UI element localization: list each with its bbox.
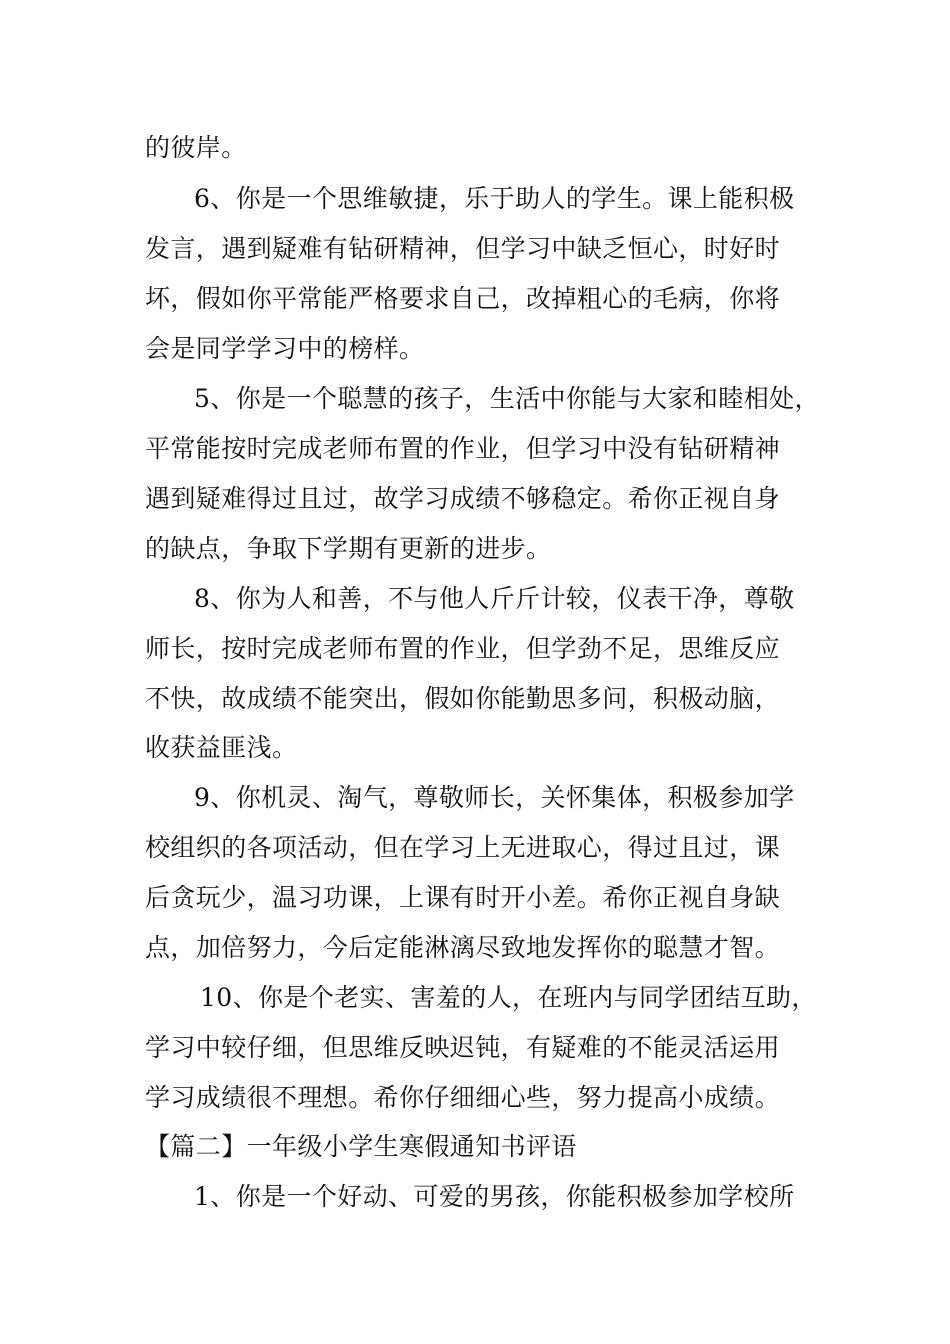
text-line: 不快，故成绩不能突出，假如你能勤思多问，积极动脑，	[145, 684, 781, 713]
comment-6-line: 6、你是一个思维敏捷，乐于助人的学生。课上能积极	[194, 184, 795, 213]
text-line: 师长，按时完成老师布置的作业，但学劲不足，思维反应	[145, 634, 781, 663]
comment-8-line: 8、你为人和善，不与他人斤斤计较，仪表干净，尊敬	[194, 584, 795, 613]
text-line: 的彼岸。	[145, 133, 247, 162]
comment-10-line: 10、你是个老实、害羞的人，在班内与同学团结互助，	[200, 983, 817, 1012]
text-line: 发言，遇到疑难有钻研精神，但学习中缺乏恒心，时好时	[145, 234, 781, 263]
section-heading: 【篇二】一年级小学生寒假通知书评语	[145, 1132, 577, 1161]
text-line: 学习中较仔细，但思维反映迟钝，有疑难的不能灵活运用	[145, 1033, 781, 1062]
text-line: 学习成绩很不理想。希你仔细细心些，努力提高小成绩。	[145, 1083, 781, 1112]
comment-1-line: 1、你是一个好动、可爱的男孩，你能积极参加学校所	[194, 1182, 795, 1211]
comment-9-line: 9、你机灵、淘气，尊敬师长，关怀集体，积极参加学	[194, 783, 795, 812]
text-line: 会是同学学习中的榜样。	[145, 334, 425, 363]
text-line: 坏，假如你平常能严格要求自己，改掉粗心的毛病，你将	[145, 284, 781, 313]
text-line: 后贪玩少，温习功课，上课有时开小差。希你正视自身缺	[145, 883, 781, 912]
text-line: 遇到疑难得过且过，故学习成绩不够稳定。希你正视自身	[145, 484, 781, 513]
text-line: 的缺点，争取下学期有更新的进步。	[145, 534, 552, 563]
comment-5-line: 5、你是一个聪慧的孩子，生活中你能与大家和睦相处，	[194, 384, 820, 413]
text-line: 收获益匪浅。	[145, 733, 298, 762]
text-line: 平常能按时完成老师布置的作业，但学习中没有钻研精神	[145, 434, 781, 463]
text-line: 校组织的各项活动，但在学习上无进取心，得过且过，课	[145, 833, 781, 862]
text-line: 点，加倍努力，今后定能淋漓尽致地发挥你的聪慧才智。	[145, 933, 781, 962]
